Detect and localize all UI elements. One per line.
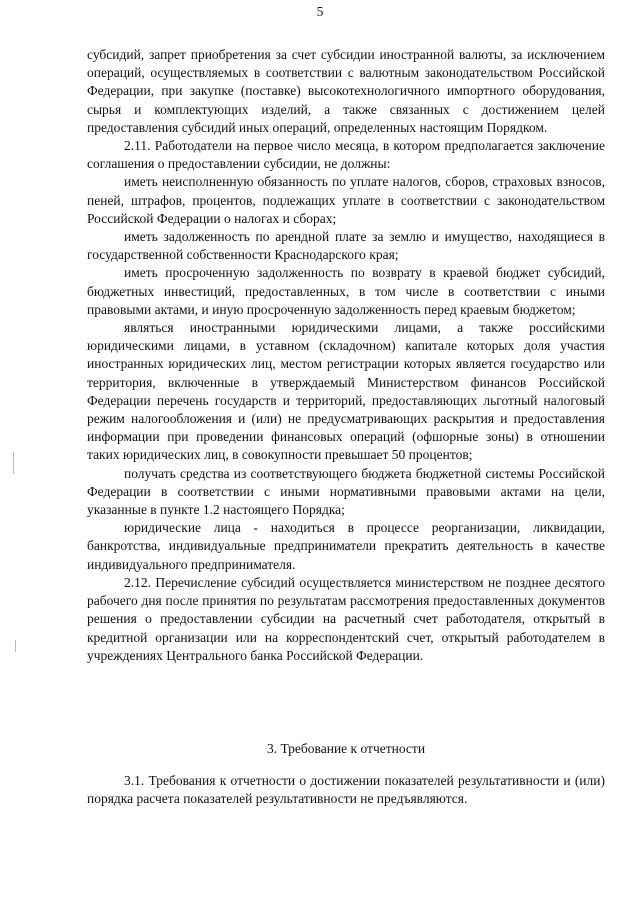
paragraph-rent-debt: иметь задолженность по арендной плате за землю и имущество, находящиеся в государственной собственности Краснодарского края; [87,229,605,263]
body-text [87,46,605,665]
scan-margin-mark [13,452,14,474]
section-heading: 3. Требование к отчетности [266,741,426,756]
page-number: 5 [316,4,324,19]
section-body [87,772,605,808]
paragraph-tax-obligations: иметь неисполненную обязанность по уплате налогов, сборов, страховых взносов, пеней, штрафов, процентов, подлежащих уплате в соответствии с законодательством Российской Федерации о налогах и сборах; [87,174,605,226]
paragraph-3-1: 3.1. Требования к отчетности о достижении показателей результативности и (или) порядка расчета показателей результативности не предъявляются. [87,773,605,807]
paragraph-overdue-debt: иметь просроченную задолженность по возврату в краевой бюджет субсидий, бюджетных инвестиций, предоставленных, в том числе в соответствии с иными правовыми актами, и иную просроченную задолженность перед краевым бюджетом; [87,265,605,317]
paragraph-continuation: субсидий, запрет приобретения за счет субсидии иностранной валюты, за исключением операций, осуществляемых в соответствии с валютным законодательством Российской Федерации, при закупке (поставке) высокотехнологичного импортного оборудования, сырья и комплектующих изделий, а также связанных с достижением целей предоставления субсидий иных операций, определенных настоящим Порядком. [87,47,605,135]
paragraph-2-11: 2.11. Работодатели на первое число месяца, в котором предполагается заключение соглашения о предоставлении субсидии, не должны: [87,138,605,172]
paragraph-budget-funds: получать средства из соответствующего бюджета бюджетной системы Российской Федерации в соответствии с иными нормативными правовыми актами на цели, указанные в пункте 1.2 настоящего Порядка; [87,465,605,518]
paragraph-2-12: 2.12. Перечисление субсидий осуществляется министерством не позднее десятого рабочего дня после принятия по результатам рассмотрения предоставленных документов решения о предоставлении субсидии на расчетный счет работодателя, открытый в кредитной организации или на корреспондентский счет, открытый работодателем в учреждениях Центрального банка Российской Федерации. [87,574,605,663]
scan-margin-mark [15,640,16,652]
paragraph-foreign-entities: являться иностранными юридическими лицами, а также российскими юридическими лицами, в уставном (складочном) капитале которых доля участия иностранных юридических лиц, местом регистрации которых является государство или территория, включенные в утверждаемый Министерством финансов Российской Федерации перечень государств и территорий, предоставляющих льготный налоговый режим налогообложения и (или) не предусматривающих раскрытия и предоставления информации при проведении финансовых операций (офшорные зоны) в отношении таких юридических лиц, в совокупности превышает 50 процентов; [87,320,605,463]
paragraph-reorganization: юридические лица - находиться в процессе реорганизации, ликвидации, банкротства, индивидуальные предприниматели прекратить деятельность в качестве индивидуального предпринимателя. [87,520,605,572]
